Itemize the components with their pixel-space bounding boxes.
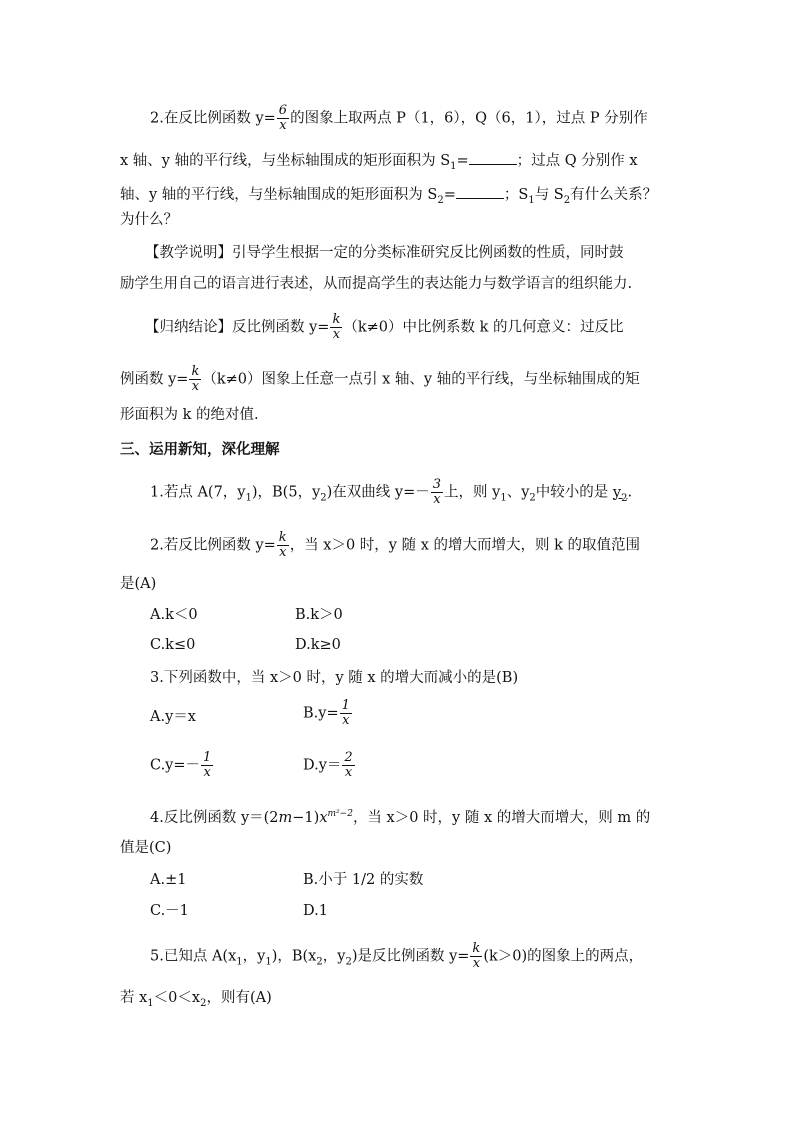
answer-blank-s1 [469,150,517,165]
exercise-4-line-2: 值是(C) [120,840,172,856]
exercise-4-option-a: A.±1 [150,872,187,888]
section-heading: 三、运用新知，深化理解 [120,441,280,458]
exercise-3-option-c: C.y=－ $\frac{1}{x}$ [150,750,212,780]
fraction-k-over-x: $\frac{k}{x}$ [332,312,341,342]
exercise-3-option-a: A.y＝x [150,709,196,725]
exercise-2-line-2: 是(A) [120,576,157,592]
exercise-1-answer: $y_2$ [612,484,628,504]
fraction-k-over-x: $\frac{k}{x}$ [191,364,200,394]
fraction-k-over-x: $\frac{k}{x}$ [278,530,287,560]
exercise-4-option-b: B.小于 1/2 的实数 [303,872,424,888]
fraction-2-over-x: $\frac{2}{x}$ [344,750,353,780]
fraction-3-over-x: $\frac{3}{x}$ [432,477,442,507]
exercise-5-line-2: 若 $x_1<0<x_2$，则有(A) [120,990,272,1009]
exercise-4: 4.反比例函数 $y=(2m-1)x^{m^2-2}$，当 x＞0 时，y 随 x 的增大而增大，则 m 的 [150,809,651,826]
fraction-1-over-x: $\frac{1}{x}$ [203,750,212,780]
q2-line-1: 2.在反比例函数 y= $\frac{6}{x}$ 的图象上取两点 P（1，6），Q（6，1），过点 P 分别作 [150,103,648,133]
exercise-3-option-d: D.y＝ $\frac{2}{x}$ [303,750,353,780]
exercise-3-option-b: B.y= $\frac{1}{x}$ [303,698,350,728]
exercise-2: 2.若反比例函数 y= $\frac{k}{x}$ ，当 x＞0 时，y 随 x 的增大而增大，则 k 的取值范围 [150,530,641,560]
exercise-5: 5.已知点 $A(x_1$，$y_1$)，$B(x_2$，$y_2$)是反比例函数 y= $\frac{k}{x}$ (k＞0)的图象上的两点， [150,941,644,971]
exercise-2-option-a: A.k＜0 [150,607,198,623]
exercise-2-option-b: B.k＞0 [295,607,343,623]
conclusion-line-1: 【归纳结论】反比例函数 y= $\frac{k}{x}$ （k≠0）中比例系数 k 的几何意义：过反比 [145,312,624,342]
fraction-6-over-x: $\frac{6}{x}$ [278,103,288,133]
exercise-1: 1.若点 A(7，$y_1$)，B(5，$y_2$)在双曲线 y=－ $\frac{3}{x}$ 上，则 $y_1$、$y_2$中较小的是 $y_2$. [150,477,633,507]
exercise-3: 3.下列函数中，当 x＞0 时，y 随 x 的增大而减小的是(B) [150,670,519,686]
q2-line-3: 轴、y 轴的平行线，与坐标轴围成的矩形面积为 $S_2=$ ；$S_1$与 $S_2$有什么关系？ [120,184,657,211]
conclusion-line-3: 形面积为 k 的绝对值. [120,407,259,423]
q2-line-2: x 轴、y 轴的平行线，与坐标轴围成的矩形面积为 $S_1=$ ；过点 Q 分别作 x [120,150,638,177]
answer-blank-s2 [456,184,504,199]
conclusion-line-2: 例函数 y= $\frac{k}{x}$ （k≠0）图象上任意一点引 x 轴、y 轴的平行线，与坐标轴围成的矩 [120,364,640,394]
exercise-2-option-d: D.k≥0 [295,637,341,653]
teaching-note-line-1: 【教学说明】引导学生根据一定的分类标准研究反比例函数的性质，同时鼓 [145,245,624,261]
teaching-note-line-2: 励学生用自己的语言进行表述，从而提高学生的表达能力与数学语言的组织能力. [120,276,633,292]
exercise-4-option-c: C.－1 [150,903,189,919]
fraction-k-over-x: $\frac{k}{x}$ [472,941,481,971]
fraction-1-over-x: $\frac{1}{x}$ [341,698,350,728]
q2-line-4: 为什么？ [120,212,178,228]
exercise-4-option-d: D.1 [303,903,328,919]
exercise-2-option-c: C.k≤0 [150,637,196,653]
